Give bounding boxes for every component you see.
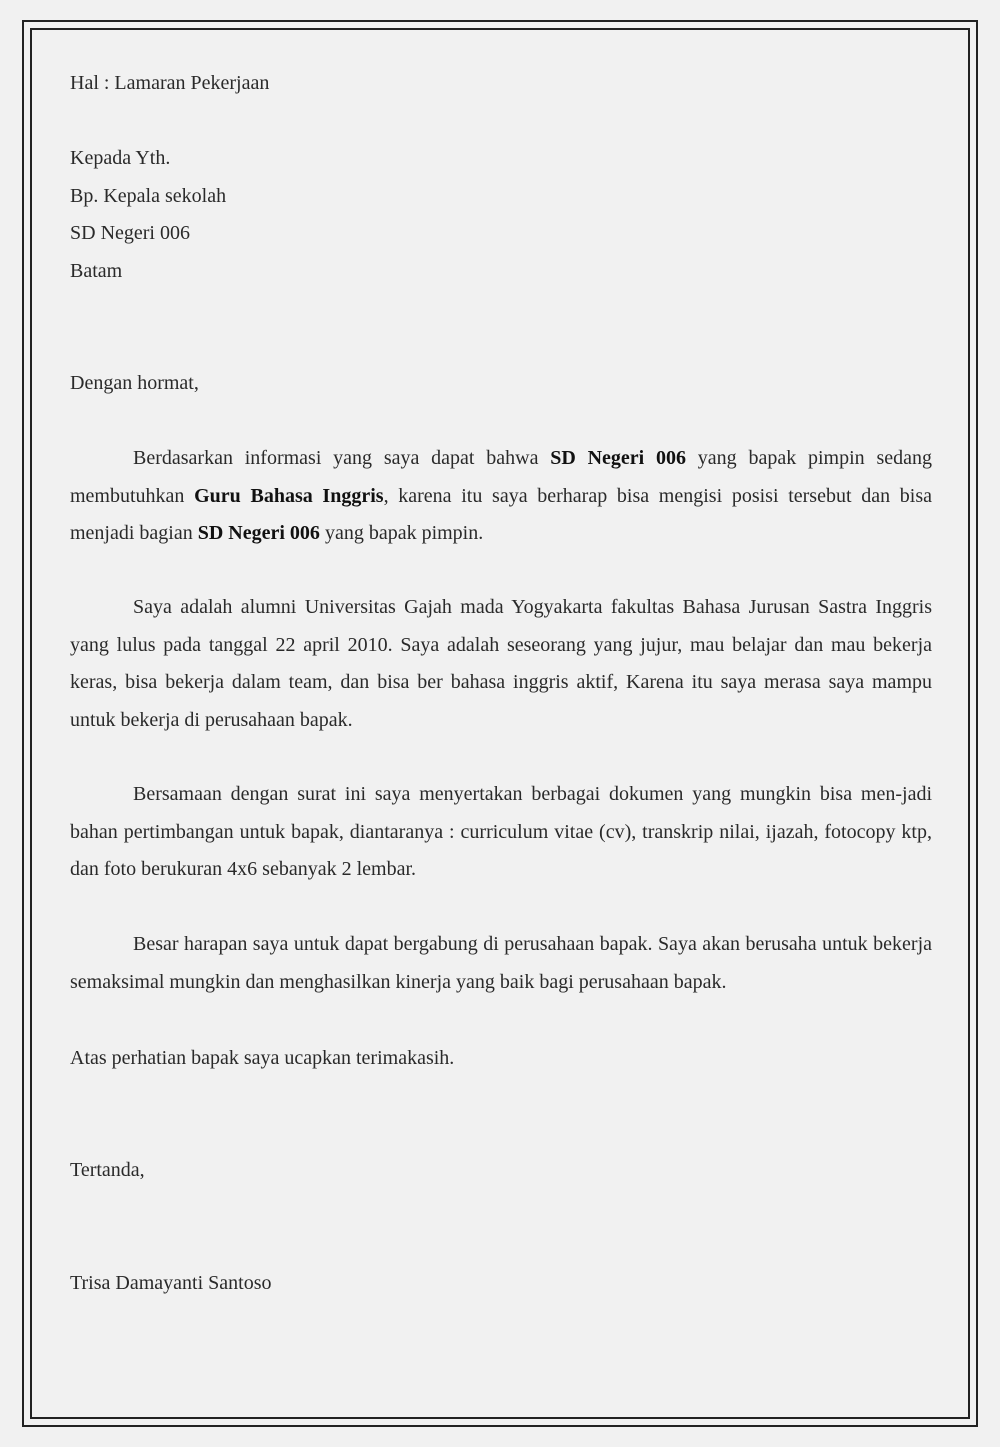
school-name-bold-2: SD Negeri 006 — [197, 522, 320, 544]
school-name-bold: SD Negeri 006 — [550, 447, 687, 469]
recipient-line-2: Bp. Kepala sekolah — [70, 185, 227, 207]
paragraph-1 — [70, 440, 932, 553]
paragraph-3 — [70, 776, 932, 889]
paragraph-4 — [70, 926, 932, 1001]
paragraph-1-text-2: yang bapak pimpin sedang membutuhkan — [70, 447, 932, 507]
salutation: Dengan hormat, — [70, 372, 199, 394]
subject-line: Hal : Lamaran Pekerjaan — [70, 72, 270, 94]
signoff: Tertanda, — [70, 1159, 145, 1181]
paragraph-3-text: Bersamaan dengan surat ini saya menyertakan berbagai dokumen yang mungkin bisa men-jadi bahan pertimbangan untuk bapak, diantaranya : curriculum vitae (cv), transkrip nilai, ijazah, fotocopy ktp, dan foto berukuran 4x6 sebanyak 2 lembar. — [70, 783, 932, 880]
paragraph-4-text: Besar harapan saya untuk dapat bergabung di perusahaan bapak. Saya akan berusaha untuk bekerja semaksimal mungkin dan menghasilkan kinerja yang baik bagi perusahaan bapak. — [70, 933, 932, 993]
signatory-name: Trisa Damayanti Santoso — [70, 1272, 272, 1294]
paragraph-1-text-3: , karena itu saya berharap bisa mengisi posisi tersebut dan bisa menjadi bagian — [70, 484, 932, 544]
recipient-line-4: Batam — [70, 260, 123, 282]
paragraph-1-text-4: yang bapak pimpin. — [319, 522, 484, 544]
recipient-line-1: Kepada Yth. — [70, 147, 171, 169]
paragraph-1-text-1: Berdasarkan informasi yang saya dapat bahwa — [133, 447, 551, 469]
closing-thanks: Atas perhatian bapak saya ucapkan terimakasih. — [70, 1047, 455, 1069]
recipient-line-3: SD Negeri 006 — [70, 222, 190, 244]
position-bold: Guru Bahasa Inggris — [194, 484, 384, 507]
paragraph-2 — [70, 589, 932, 739]
paragraph-2-text: Saya adalah alumni Universitas Gajah mada Yogyakarta fakultas Bahasa Jurusan Sastra Inggris yang lulus pada tanggal 22 april 2010. Saya adalah seseorang yang jujur, mau belajar dan mau bekerja keras, bisa bekerja dalam team, dan bisa ber bahasa inggris aktif, Karena itu saya merasa saya mampu untuk bekerja di perusahaan bapak. — [70, 596, 932, 731]
